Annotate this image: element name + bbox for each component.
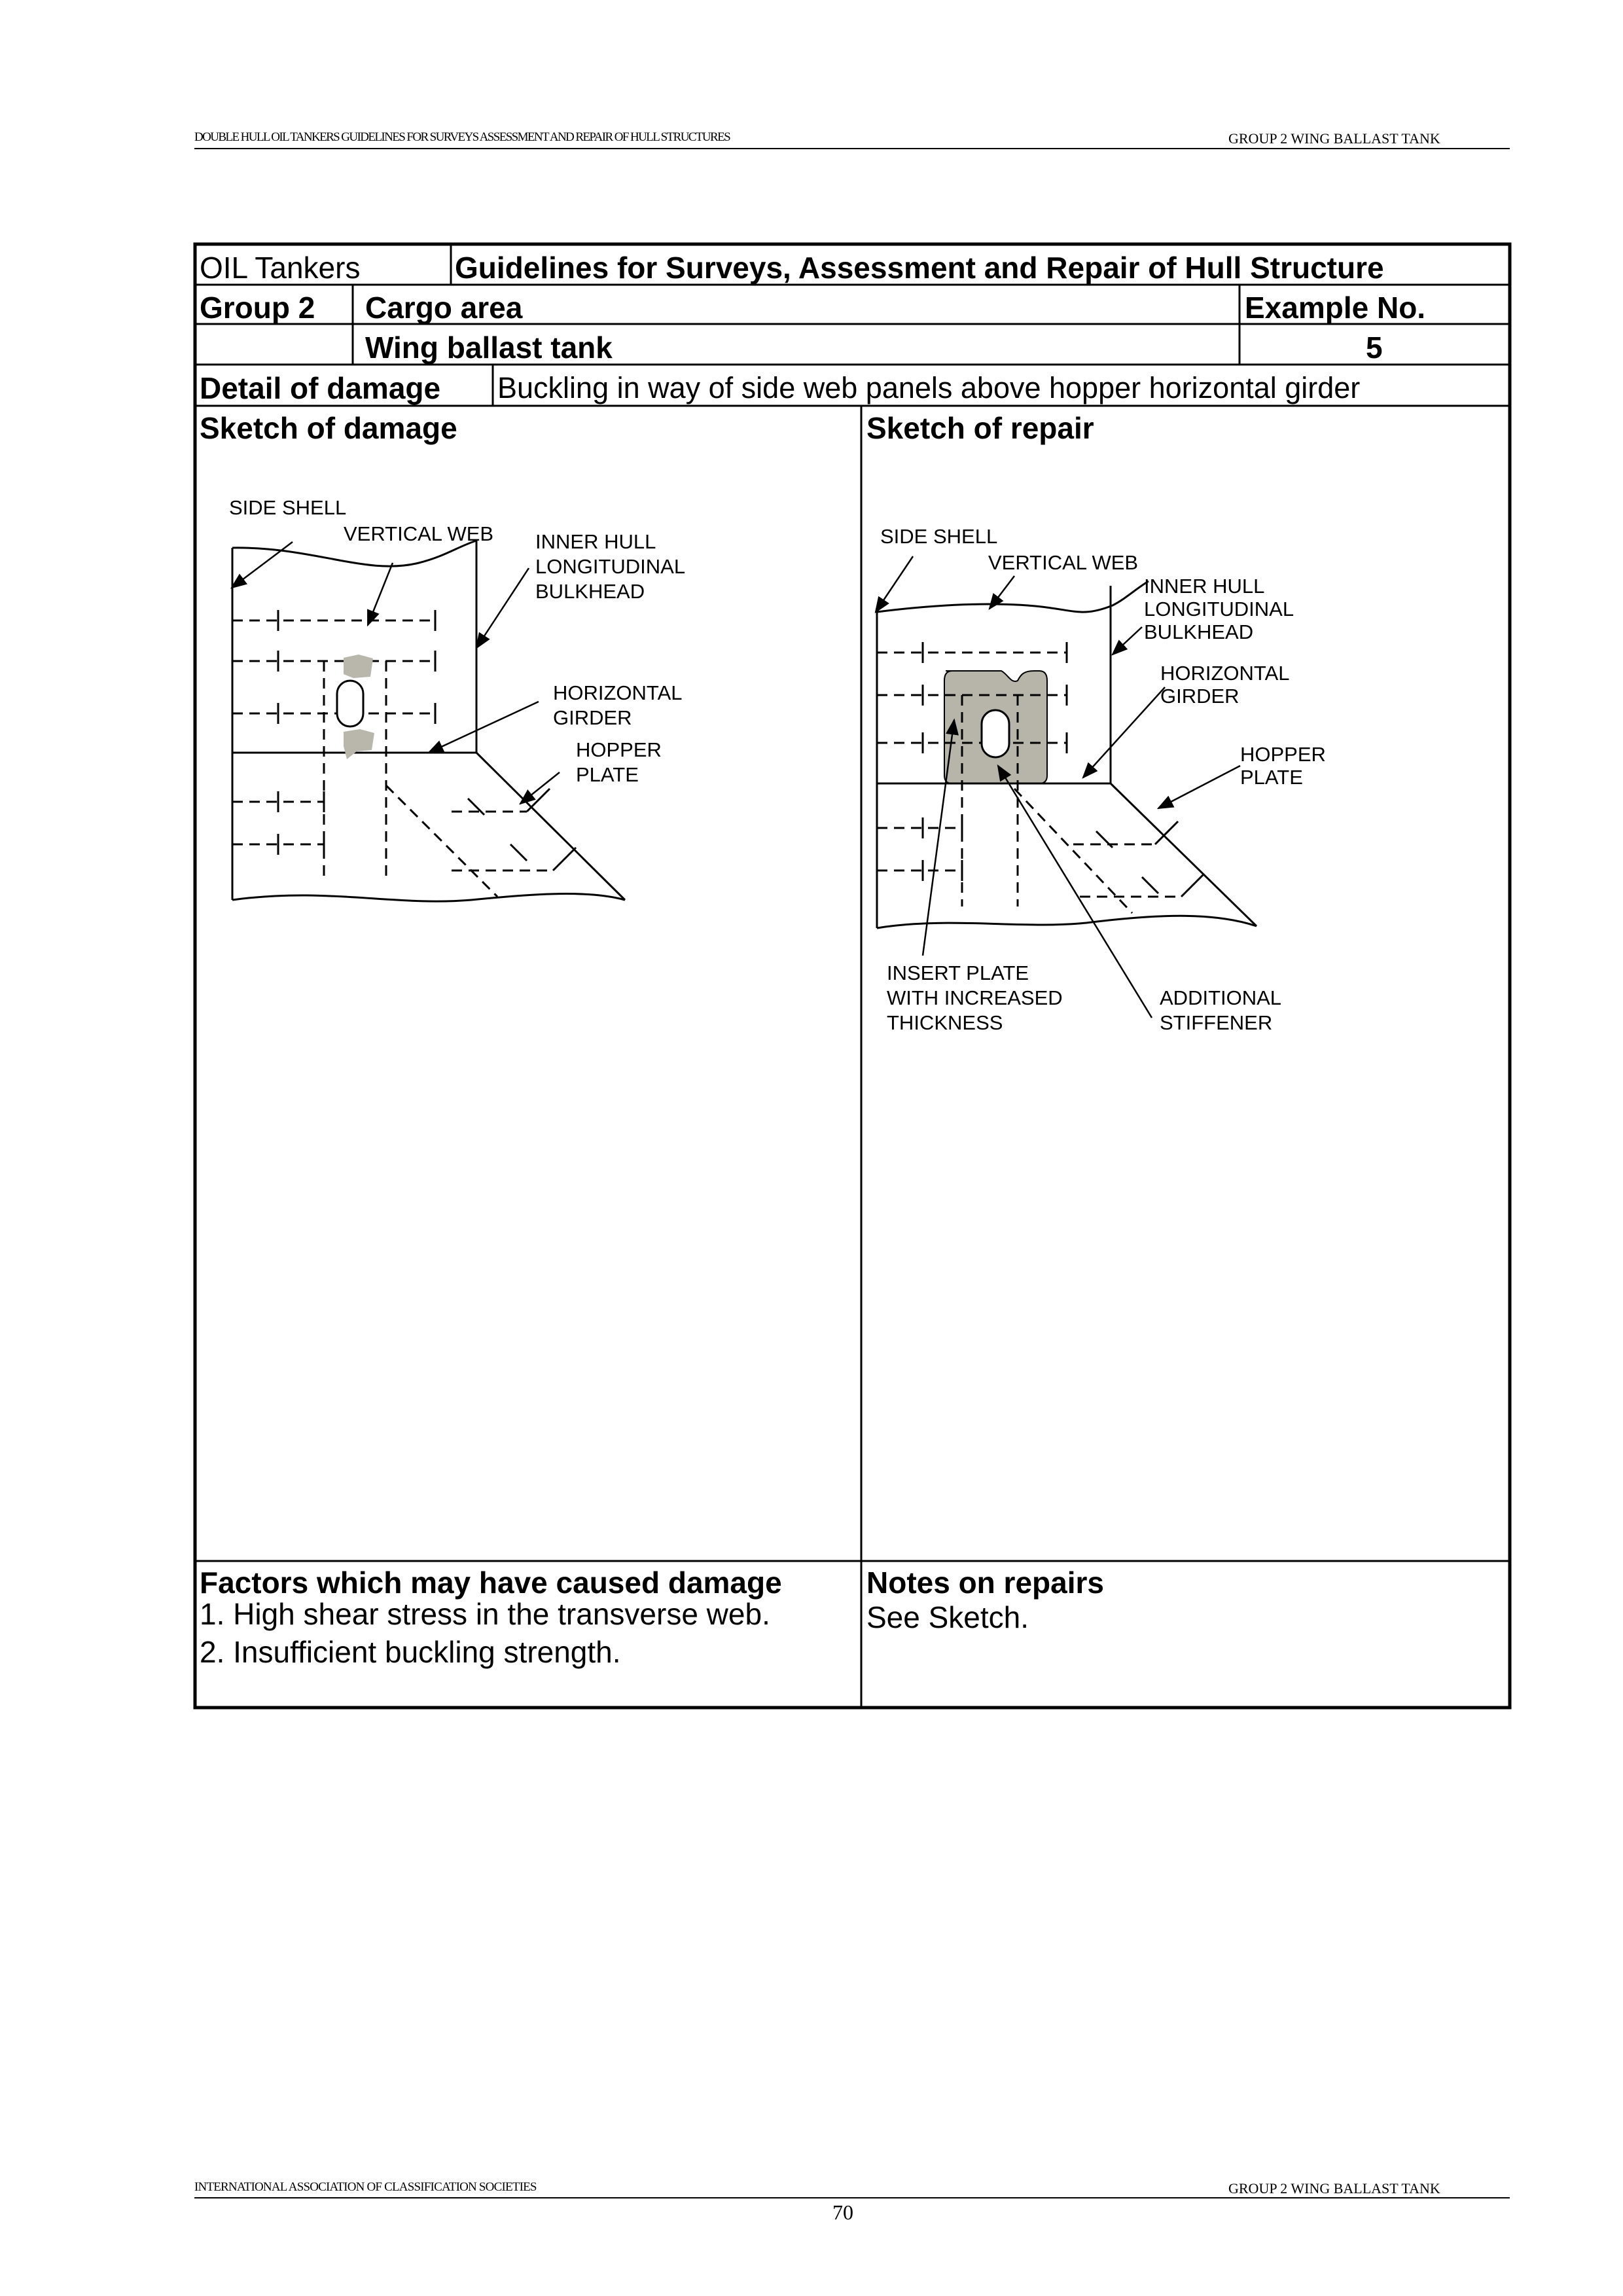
example-label: Example No. bbox=[1245, 291, 1426, 325]
repair-label-vertical-web: VERTICAL WEB bbox=[988, 551, 1139, 574]
running-header-left: DOUBLE HULL OIL TANKERS GUIDELINES FOR SURVEYS ASSESSMENT AND REPAIR OF HULL STRUCTURES bbox=[194, 130, 730, 144]
damage-label-inner-hull-1: INNER HULL bbox=[535, 530, 656, 553]
detail-label: Detail of damage bbox=[200, 371, 441, 405]
damage-label-hopper-2: PLATE bbox=[576, 763, 639, 786]
group-label: Group 2 bbox=[200, 291, 315, 325]
detail-value: Buckling in way of side web panels above hopper horizontal girder bbox=[497, 371, 1361, 404]
location-label: Wing ballast tank bbox=[365, 331, 613, 365]
repair-label-side-shell: SIDE SHELL bbox=[880, 525, 998, 548]
factors-label: Factors which may have caused damage bbox=[200, 1566, 782, 1600]
damage-label-inner-hull-2: LONGITUDINAL bbox=[535, 555, 686, 578]
factor-1: 1. High shear stress in the transverse web. bbox=[200, 1597, 770, 1631]
repair-label-stiffener-2: STIFFENER bbox=[1160, 1011, 1273, 1034]
running-footer-right: GROUP 2 WING BALLAST TANK bbox=[1228, 2180, 1440, 2197]
factor-2: 2. Insufficient buckling strength. bbox=[200, 1635, 621, 1669]
oil-tankers-label: OIL Tankers bbox=[200, 251, 361, 285]
repair-label-stiffener-1: ADDITIONAL bbox=[1160, 986, 1282, 1009]
guidelines-title: Guidelines for Surveys, Assessment and Repair of Hull Structure bbox=[455, 251, 1384, 285]
running-footer-left: INTERNATIONAL ASSOCIATION OF CLASSIFICATION SOCIETIES bbox=[194, 2180, 537, 2194]
damage-label-girder-2: GIRDER bbox=[553, 706, 632, 729]
damage-label-vertical-web: VERTICAL WEB bbox=[344, 522, 494, 545]
repair-label-girder-2: GIRDER bbox=[1160, 685, 1240, 708]
repair-label-insert-2: WITH INCREASED bbox=[887, 986, 1063, 1009]
damage-label-inner-hull-3: BULKHEAD bbox=[535, 580, 645, 603]
damage-label-hopper-1: HOPPER bbox=[576, 738, 662, 761]
notes-value: See Sketch. bbox=[866, 1600, 1029, 1634]
example-number: 5 bbox=[1366, 331, 1383, 365]
area-label: Cargo area bbox=[365, 291, 523, 325]
damage-label-girder-1: HORIZONTAL bbox=[553, 681, 683, 704]
repair-label-hopper-1: HOPPER bbox=[1240, 743, 1326, 766]
repair-label-girder-1: HORIZONTAL bbox=[1160, 662, 1290, 685]
damage-label-side-shell: SIDE SHELL bbox=[229, 496, 347, 519]
repair-label-inner-hull-3: BULKHEAD bbox=[1144, 620, 1254, 643]
notes-label: Notes on repairs bbox=[866, 1566, 1104, 1600]
sketch-damage-label: Sketch of damage bbox=[200, 411, 457, 445]
repair-label-insert-1: INSERT PLATE bbox=[887, 961, 1029, 984]
footer-rule bbox=[194, 2197, 1510, 2198]
repair-label-inner-hull-1: INNER HULL bbox=[1144, 575, 1265, 598]
running-header-right: GROUP 2 WING BALLAST TANK bbox=[1228, 130, 1440, 147]
repair-label-inner-hull-2: LONGITUDINAL bbox=[1144, 598, 1294, 620]
repair-label-insert-3: THICKNESS bbox=[887, 1011, 1003, 1034]
sketch-repair-label: Sketch of repair bbox=[866, 411, 1094, 445]
repair-label-hopper-2: PLATE bbox=[1240, 766, 1303, 789]
page-number: 70 bbox=[832, 2200, 853, 2224]
